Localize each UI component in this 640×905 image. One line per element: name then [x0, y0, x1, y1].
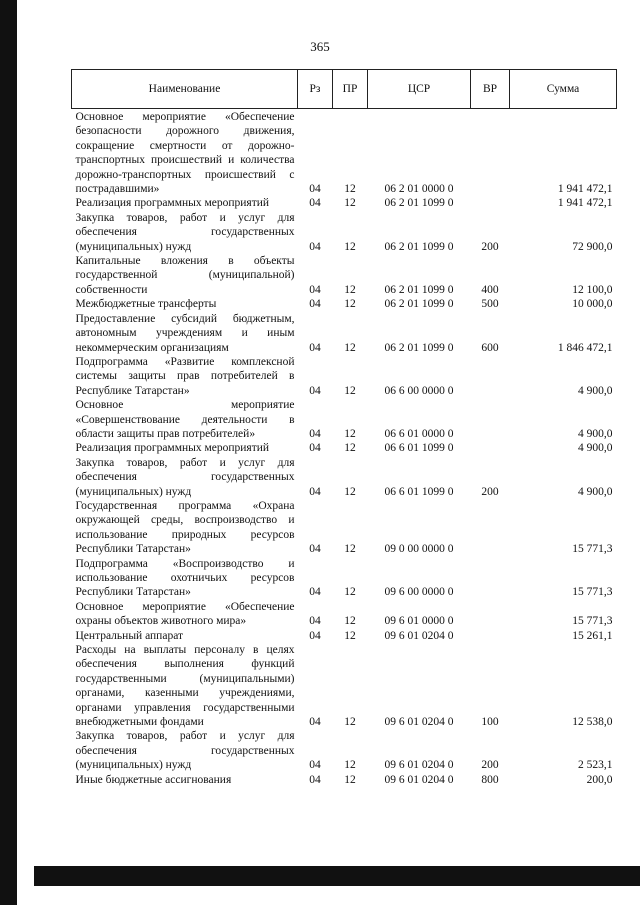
- cell-csr: 06 6 01 0000 0: [384, 427, 454, 440]
- cell-pr: 12: [344, 543, 356, 556]
- cell-pr: 12: [344, 586, 356, 599]
- scan-edge-bottom: [34, 866, 640, 886]
- cell-name: Государственная программа «Охрана окружающей среды, воспроизводство и использование природных ресурсов Республики Татарстан»: [75, 499, 295, 556]
- table-row: [72, 499, 617, 557]
- cell-pr: 12: [344, 485, 356, 498]
- cell-vr: [471, 196, 510, 210]
- cell-csr: 09 6 01 0204 0: [384, 773, 454, 786]
- cell-csr: 09 0 00 0000 0: [384, 543, 454, 556]
- cell-vr: [471, 557, 510, 600]
- cell-pr: 12: [344, 773, 356, 786]
- cell-rz: 04: [309, 283, 321, 296]
- table-row: [72, 600, 617, 629]
- cell-pr: 12: [344, 427, 356, 440]
- cell-rz: 04: [309, 298, 321, 311]
- cell-vr: 200: [481, 485, 499, 498]
- cell-name: Реализация программных мероприятий: [75, 197, 270, 210]
- cell-name: Подпрограмма «Воспроизводство и использование охотничьих ресурсов Республики Татарстан»: [75, 557, 295, 599]
- cell-pr: 12: [344, 183, 356, 196]
- cell-csr: 06 6 01 1099 0: [384, 485, 454, 498]
- cell-rz: 04: [309, 427, 321, 440]
- cell-sum: 15 261,1: [572, 629, 613, 642]
- cell-csr: 06 2 01 0000 0: [384, 183, 454, 196]
- scan-edge-left: [0, 0, 17, 905]
- cell-sum: 10 000,0: [572, 298, 613, 311]
- table-row: [72, 254, 617, 297]
- cell-csr: 09 6 01 0204 0: [384, 759, 454, 772]
- cell-vr: 100: [481, 716, 499, 729]
- cell-csr: 06 2 01 1099 0: [384, 197, 454, 210]
- cell-rz: 04: [309, 586, 321, 599]
- cell-pr: 12: [344, 716, 356, 729]
- cell-name: Капитальные вложения в объекты государственной (муниципальной) собственности: [75, 255, 295, 296]
- cell-sum: 72 900,0: [572, 240, 613, 253]
- cell-vr: 200: [481, 240, 499, 253]
- cell-vr: [471, 441, 510, 455]
- budget-table: [71, 69, 617, 787]
- cell-rz: 04: [309, 183, 321, 196]
- cell-name: Реализация программных мероприятий: [75, 442, 270, 455]
- cell-vr: 600: [481, 341, 499, 354]
- cell-csr: 06 2 01 1099 0: [384, 240, 454, 253]
- cell-pr: 12: [344, 341, 356, 354]
- cell-rz: 04: [309, 197, 321, 210]
- cell-name: Закупка товаров, работ и услуг для обеспечения государственных (муниципальных) нужд: [75, 456, 295, 498]
- cell-sum: 15 771,3: [572, 586, 613, 599]
- cell-vr: 500: [481, 298, 499, 311]
- cell-name: Основное мероприятие «Совершенствование деятельности в области защиты прав потребителей»: [75, 399, 295, 440]
- cell-name: Основное мероприятие «Обеспечение охраны объектов животного мира»: [75, 600, 295, 628]
- cell-name: Закупка товаров, работ и услуг для обеспечения государственных (муниципальных) нужд: [75, 211, 295, 253]
- table-row: [72, 211, 617, 254]
- cell-name: Расходы на выплаты персоналу в целях обеспечения выполнения функций государственными (муниципальными) органами, казенными учреждениями, органами управления государственными внебюджетными фондами: [75, 644, 295, 729]
- header-rz: Рз: [298, 70, 333, 109]
- cell-rz: 04: [309, 773, 321, 786]
- cell-sum: 1 941 472,1: [557, 183, 613, 196]
- cell-name: Межбюджетные трансферты: [75, 298, 217, 311]
- cell-sum: 4 900,0: [578, 427, 613, 440]
- header-csr: ЦСР: [368, 70, 471, 109]
- table-row: [72, 109, 617, 197]
- cell-sum: 4 900,0: [578, 442, 613, 455]
- header-sum: Сумма: [510, 70, 617, 109]
- cell-pr: 12: [344, 283, 356, 296]
- table-row: [72, 557, 617, 600]
- cell-vr: [471, 355, 510, 398]
- cell-vr: [471, 109, 510, 197]
- cell-vr: 400: [481, 283, 499, 296]
- cell-vr: 200: [481, 759, 499, 772]
- cell-sum: 2 523,1: [578, 759, 613, 772]
- header-vr: ВР: [471, 70, 510, 109]
- cell-csr: 09 6 00 0000 0: [384, 586, 454, 599]
- cell-sum: 1 846 472,1: [557, 341, 613, 354]
- cell-rz: 04: [309, 384, 321, 397]
- cell-sum: 4 900,0: [578, 485, 613, 498]
- table-row: [72, 297, 617, 311]
- table-body: [72, 109, 617, 788]
- cell-sum: 4 900,0: [578, 384, 613, 397]
- cell-vr: [471, 600, 510, 629]
- cell-pr: 12: [344, 629, 356, 642]
- cell-name: Основное мероприятие «Обеспечение безопасности дорожного движения, сокращение смертности от дорожно-транспортных происшествий и количества дорожно-транспортных происшествий с пострадавшими»: [75, 111, 295, 196]
- cell-vr: [471, 398, 510, 441]
- cell-sum: 1 941 472,1: [557, 197, 613, 210]
- cell-sum: 15 771,3: [572, 615, 613, 628]
- cell-pr: 12: [344, 197, 356, 210]
- cell-name: Центральный аппарат: [75, 629, 184, 642]
- table-row: [72, 196, 617, 210]
- cell-rz: 04: [309, 341, 321, 354]
- cell-vr: 800: [481, 773, 499, 786]
- table-row: [72, 441, 617, 455]
- cell-pr: 12: [344, 240, 356, 253]
- cell-name: Иные бюджетные ассигнования: [75, 773, 232, 786]
- header-name: Наименование: [72, 70, 298, 109]
- cell-pr: 12: [344, 384, 356, 397]
- cell-pr: 12: [344, 298, 356, 311]
- table-row: [72, 773, 617, 787]
- cell-pr: 12: [344, 759, 356, 772]
- cell-csr: 06 6 00 0000 0: [384, 384, 454, 397]
- cell-sum: 15 771,3: [572, 543, 613, 556]
- cell-rz: 04: [309, 485, 321, 498]
- table-row: [72, 456, 617, 499]
- cell-csr: 06 2 01 1099 0: [384, 298, 454, 311]
- table-row: [72, 629, 617, 643]
- cell-vr: [471, 629, 510, 643]
- cell-rz: 04: [309, 716, 321, 729]
- cell-sum: 12 100,0: [572, 283, 613, 296]
- cell-rz: 04: [309, 629, 321, 642]
- cell-csr: 06 6 01 1099 0: [384, 442, 454, 455]
- cell-vr: [471, 499, 510, 557]
- cell-rz: 04: [309, 442, 321, 455]
- table-row: [72, 398, 617, 441]
- cell-rz: 04: [309, 759, 321, 772]
- cell-name: Подпрограмма «Развитие комплексной системы защиты прав потребителей в Республике Татарстан»: [75, 355, 295, 397]
- cell-csr: 06 2 01 1099 0: [384, 283, 454, 296]
- table-row: [72, 312, 617, 355]
- cell-rz: 04: [309, 543, 321, 556]
- page-number: 365: [310, 39, 330, 54]
- cell-name: Предоставление субсидий бюджетным, автономным учреждениям и иным некоммерческим организациям: [75, 312, 295, 354]
- header-pr: ПР: [333, 70, 368, 109]
- cell-rz: 04: [309, 615, 321, 628]
- cell-csr: 09 6 01 0204 0: [384, 716, 454, 729]
- cell-sum: 200,0: [586, 773, 613, 786]
- table-header-row: [72, 70, 617, 109]
- table-row: [72, 643, 617, 729]
- cell-rz: 04: [309, 240, 321, 253]
- cell-pr: 12: [344, 442, 356, 455]
- cell-pr: 12: [344, 615, 356, 628]
- cell-csr: 06 2 01 1099 0: [384, 341, 454, 354]
- cell-sum: 12 538,0: [572, 716, 613, 729]
- cell-name: Закупка товаров, работ и услуг для обеспечения государственных (муниципальных) нужд: [75, 730, 295, 772]
- cell-csr: 09 6 01 0204 0: [384, 629, 454, 642]
- cell-csr: 09 6 01 0000 0: [384, 615, 454, 628]
- table-row: [72, 729, 617, 772]
- table-row: [72, 355, 617, 398]
